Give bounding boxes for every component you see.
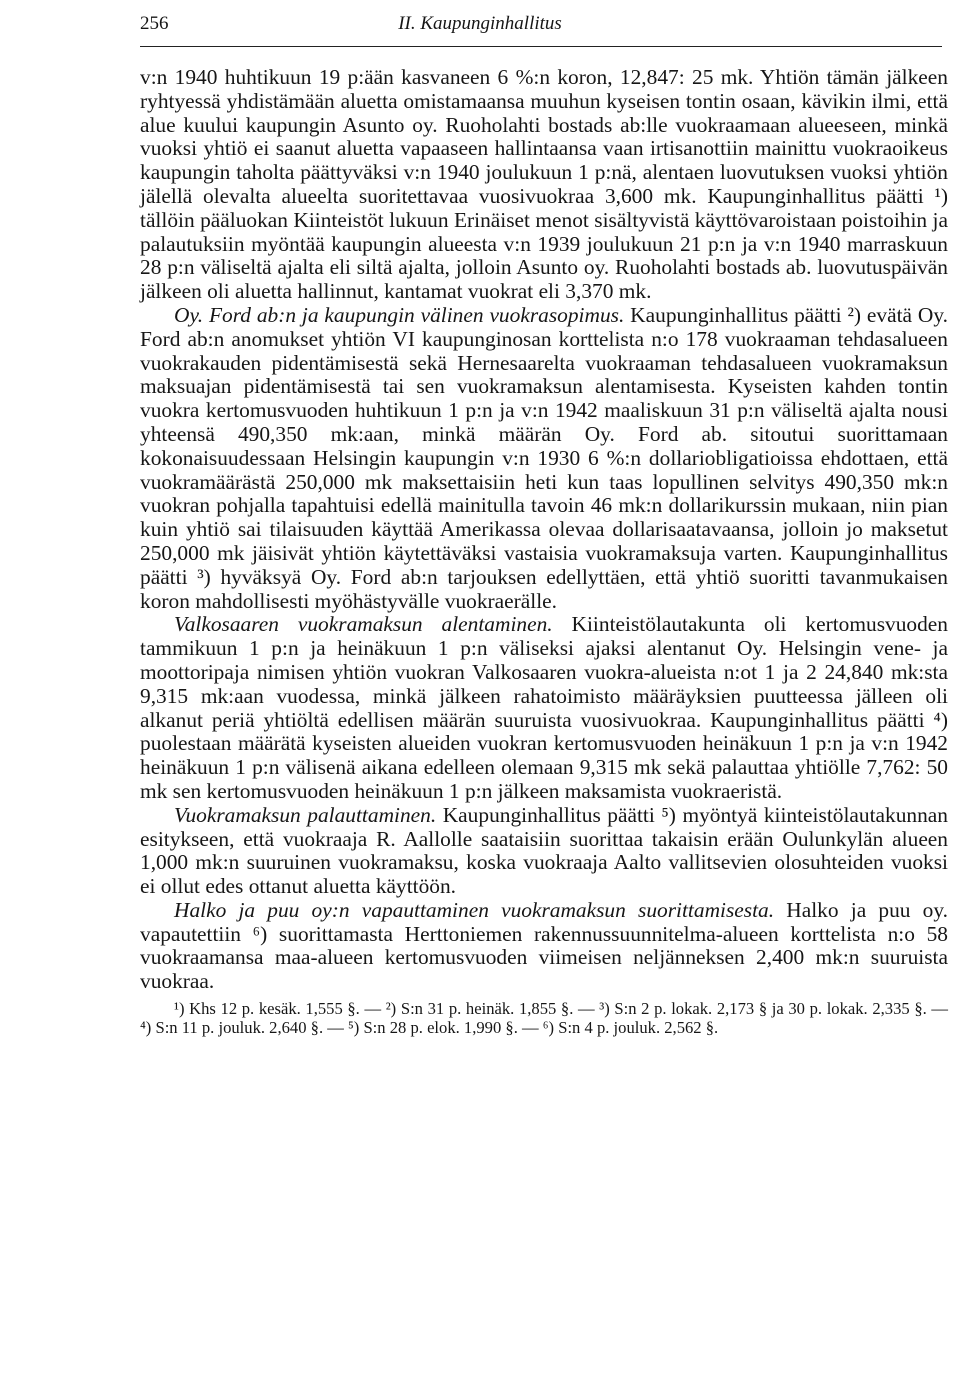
paragraph-heading-valkosaari: Valkosaaren vuokramaksun alentaminen.: [174, 612, 553, 637]
paragraph-vuokramaksun-palauttaminen: [140, 804, 948, 899]
footnotes: [140, 1000, 948, 1037]
paragraph-heading-palauttaminen: Vuokramaksun palauttaminen.: [174, 802, 437, 827]
paragraph-valkosaari: [140, 613, 948, 803]
paragraph-text: Kiinteistölautakunta oli kertomusvuoden tammikuun 1 p:n ja heinäkuun 1 p:n väliseksi ajaksi alentanut Oy. Helsingin vene- ja moottoripaja nimisen yhtiön vuokran Valkosaaren vuokra-alueista n:ot 1 ja 2 24,840 mk:sta 9,315 mk:aan vuodessa, minkä jälkeen rahatoimisto määräyksien puutteessa jälleen oli alkanut periä yhtiöltä edellisen määrän suuruista vuosivuokraa. Kaupunginhallitus päätti ⁴) puolestaan määrätä kyseisten alueiden vuokran kertomusvuoden heinäkuun 1 p:n ja v:n 1942 heinäkuun 1 p:n välisenä aikana edelleen olemaan 9,315 mk sekä palauttaa yhtiölle 7,762: 50 mk sen kertomusvuoden heinäkuun 1 p:n jälkeen maksamista vuokraeristä.: [140, 612, 948, 803]
page-body: [140, 66, 948, 1037]
paragraph-text: Kaupunginhallitus päätti ²) evätä Oy. Ford ab:n anomukset yhtiön VI kaupunginosan korttelista n:o 178 vuokraaman tehdasalueen vuokrakauden pidentämisestä sekä Hernesaarelta vuokraaman tehdasalueen vuokramaksun maksuajan pidentämisestä tai sen vuokramaksun alentamisesta. Kyseisten kahden tontin vuokra kertomusvuoden huhtikuun 1 p:n ja v:n 1942 maaliskuun 31 p:n väliseltä ajalta nousi yhteensä 490,350 mk:aan, minkä määrän Oy. Ford ab. sitoutui suorittamaan kokonaisuudessaan Helsingin kaupungin v:n 1930 6 %:n dollariobligatioissa ehdottaen, että vuokramäärästä 250,000 mk maksettaisiin heti kun taas lopullinen selvitys 490,350 mk:n vuokran pohjalla tapahtuisi edellä mainitulla tavoin 46 mk:n dollarikurssin mukaan, niin pian kuin yhtiö sai tilaisuuden käyttää Amerikassa olevaa dollarisaatavaansa, jolloin jo maksetut 250,000 mk jäisivät yhtiön käytettäväksi vastaisia vuokramaksuja varten. Kaupunginhallitus päätti ³) hyväksyä Oy. Ford ab:n tarjouksen edellyttäen, että yhtiö suoritti tavanmukaisen koron mahdollisesti myöhästyvälle vuokraerälle.: [140, 302, 948, 613]
paragraph-text: Kaupunginhallitus päätti ⁵) myöntyä kiinteistölautakunnan esitykseen, että vuokraaja R. Aallolle saataisiin suorittaa takaisin erään Oulunkylän alueen 1,000 mk:n suuruinen vuokramaksu, koska vuokraaja Aalto vallitsevien olosuhteiden vuoksi ei ollut edes ottanut aluetta käyttöön.: [140, 802, 949, 899]
running-title: II. Kaupunginhallitus: [398, 13, 562, 34]
paragraph-heading-ford: Oy. Ford ab:n ja kaupungin välinen vuokrasopimus.: [174, 302, 625, 327]
paragraph-ford: [140, 304, 948, 613]
page-number: 256: [140, 13, 169, 34]
page-header: [0, 0, 960, 40]
header-rule: [140, 46, 942, 47]
paragraph-halko-ja-puu: [140, 899, 948, 994]
paragraph-text: Halko ja puu oy. vapautettiin ⁶) suorittamasta Herttoniemen rakennussuunnitelma-alueen korttelista n:o 58 vuokraamansa maa-alueen kertomusvuoden viimeisen neljänneksen 2,400 mk:n suuruista vuokraa.: [140, 897, 949, 994]
footnote-line: ¹) Khs 12 p. kesäk. 1,555 §. — ²) S:n 31 p. heinäk. 1,855 §. — ³) S:n 2 p. lokak. 2,173 § ja 30 p. lokak. 2,335 §. — ⁴) S:n 11 p. jouluk. 2,640 §. — ⁵) S:n 28 p. elok. 1,990 §. — ⁶) S:n 4 p. jouluk. 2,562 §.: [140, 999, 948, 1037]
paragraph-ruoholahti: [140, 66, 948, 304]
paragraph-text: v:n 1940 huhtikuun 19 p:ään kasvaneen 6 %:n koron, 12,847: 25 mk. Yhtiön tämän jälkeen ryhtyessä yhdistämään aluetta omistamaansa muuhun kyseisen tontin osaan, kävikin ilmi, että alue kuului kaupungin Asunto oy. Ruoholahti bostads ab:lle vuokraamaan alueeseen, minkä vuoksi yhtiö ei saanut aluetta vapaaseen hallintaansa vaan irtisanottiin mainittu vuokraoikeus kaupungin taholta päättyväksi v:n 1940 joulukuun 1 p:nä, alentaen luovutuksen vuoksi yhtiön jälellä olevalta alueelta suoritettavaa vuosivuokraa 3,600 mk. Kaupunginhallitus päätti ¹) tällöin pääluokan Kiinteistöt lukuun Erinäiset menot sisältyvistä käyttövaroistaan poistoihin ja palautuksiin myöntää kaupungin alueesta v:n 1939 joulukuun 21 p:n ja v:n 1940 marraskuun 28 p:n väliseltä ajalta eli siltä ajalta, jolloin Asunto oy. Ruoholahti bostads ab. luovutuspäivän jälkeen oli aluetta hallinnut, kantamat vuokrat eli 3,370 mk.: [140, 65, 948, 304]
paragraph-heading-halko: Halko ja puu oy:n vapauttaminen vuokramaksun suorittamisesta.: [174, 897, 775, 922]
